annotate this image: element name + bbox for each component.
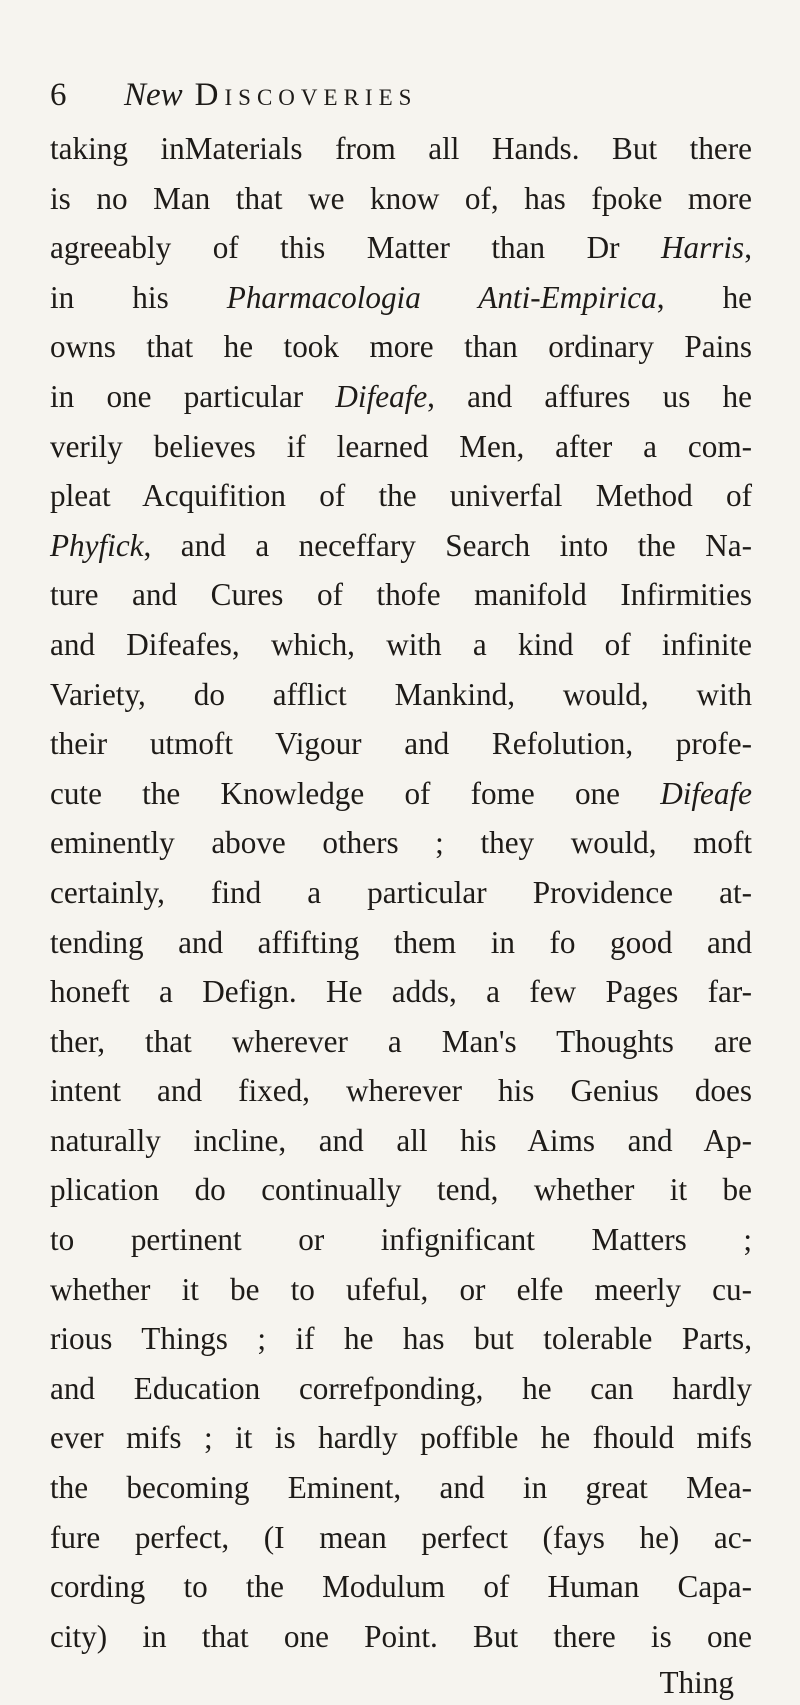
text-line — [50, 521, 752, 571]
text-run: ture and Cures of thofe manifold Infirmities — [50, 577, 752, 613]
text-line — [50, 1017, 752, 1067]
text-run: rious Things ; if he has but tolerable Parts, — [50, 1321, 752, 1357]
text-line — [50, 967, 752, 1017]
text-run: , and affures us he — [427, 378, 752, 414]
text-run: the becoming Eminent, and in great Mea- — [50, 1470, 752, 1506]
text-line — [50, 818, 752, 868]
text-line — [50, 719, 752, 769]
text-line — [50, 1612, 752, 1662]
italic-run: Difeafe — [335, 378, 428, 414]
text-run: certainly, find a particular Providence at- — [50, 874, 752, 910]
text-run: verily believes if learned Men, after a com- — [50, 428, 752, 464]
text-run: , and a neceffary Search into the Na- — [143, 527, 752, 563]
catchword: Thing — [659, 1665, 734, 1701]
text-run: plication do continually tend, whether it be — [50, 1172, 752, 1208]
text-line — [50, 670, 752, 720]
text-line — [50, 1463, 752, 1513]
text-line — [50, 372, 752, 422]
page-number: 6 — [50, 77, 67, 113]
text-run: Variety, do afflict Mankind, would, with — [50, 676, 752, 712]
text-line — [50, 1066, 752, 1116]
text-line — [50, 868, 752, 918]
running-head-title-italic: New — [124, 77, 183, 113]
text-run: their utmoft Vigour and Refolution, profe- — [50, 726, 752, 762]
text-run: whether it be to ufeful, or elfe meerly cu- — [50, 1271, 752, 1307]
text-run: ever mifs ; it is hardly poffible he fhould mifs — [50, 1420, 752, 1456]
text-run: in one particular — [50, 378, 336, 414]
text-run: is no Man that we know of, has fpoke more — [50, 180, 752, 216]
text-run: tending and affifting them in fo good and — [50, 924, 752, 960]
text-line — [50, 1215, 752, 1265]
text-run: owns that he took more than ordinary Pains — [50, 329, 752, 365]
text-run: honeft a Defign. He adds, a few Pages far- — [50, 974, 752, 1010]
text-run: ther, that wherever a Man's Thoughts are — [50, 1023, 752, 1059]
text-run: and Education correfponding, he can hardly — [50, 1370, 752, 1406]
text-run: cute the Knowledge of fome one — [50, 775, 661, 811]
italic-run: Pharmacologia Anti-Empirica — [226, 279, 657, 315]
body-text — [50, 124, 752, 1661]
text-line — [50, 1364, 752, 1414]
text-run: naturally incline, and all his Aims and Ap- — [50, 1122, 752, 1158]
text-line — [50, 1314, 752, 1364]
text-run: pleat Acquifition of the univerfal Method of — [50, 478, 752, 514]
text-line — [50, 918, 752, 968]
text-line — [50, 422, 752, 472]
text-line — [50, 273, 752, 323]
text-line — [50, 471, 752, 521]
text-run: taking inMaterials from all Hands. But there — [50, 131, 752, 166]
running-head-title-caps: Discoveries — [194, 77, 418, 113]
text-line — [50, 1413, 752, 1463]
running-head — [50, 72, 752, 118]
text-line — [50, 1513, 752, 1563]
text-line — [50, 769, 752, 819]
text-run: eminently above others ; they would, moft — [50, 825, 752, 861]
text-line — [50, 570, 752, 620]
text-run: to pertinent or infignificant Matters ; — [50, 1222, 752, 1258]
text-run: fure perfect, (I mean perfect (fays he) ac- — [50, 1519, 752, 1555]
text-run: agreeably of this Matter than Dr — [50, 230, 661, 266]
text-run: in his — [50, 279, 227, 315]
text-line — [50, 620, 752, 670]
text-run: , he — [656, 279, 753, 315]
text-line — [50, 1562, 752, 1612]
text-line — [50, 174, 752, 224]
text-run: , — [744, 230, 752, 266]
text-line — [50, 223, 752, 273]
text-line — [50, 124, 752, 174]
text-run: cording to the Modulum of Human Capa- — [50, 1569, 752, 1605]
text-run: intent and fixed, wherever his Genius does — [50, 1073, 752, 1109]
italic-run: Phyfick — [50, 527, 144, 563]
text-line — [50, 322, 752, 372]
text-run: city) in that one Point. But there is one — [50, 1618, 752, 1654]
italic-run: Harris — [661, 230, 745, 266]
text-line — [50, 1165, 752, 1215]
text-line — [50, 1116, 752, 1166]
italic-run: Difeafe — [660, 775, 752, 811]
text-line — [50, 1265, 752, 1315]
text-run: and Difeafes, which, with a kind of infinite — [50, 626, 752, 662]
